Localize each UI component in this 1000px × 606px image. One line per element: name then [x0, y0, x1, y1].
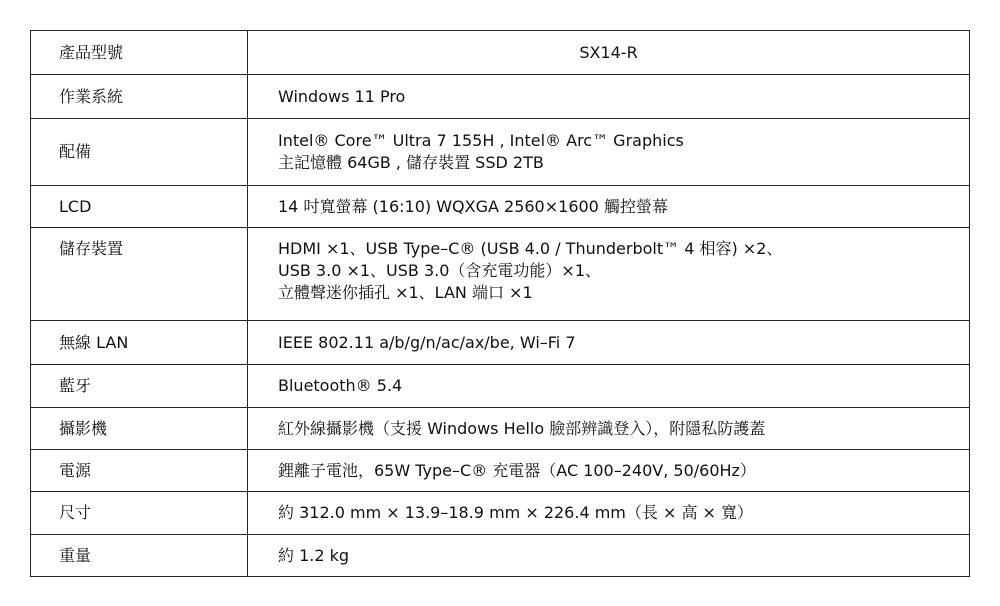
- table-row: [31, 408, 970, 450]
- value-line: SX14-R: [579, 42, 638, 62]
- row-value: [248, 450, 970, 492]
- table-row: [31, 450, 970, 492]
- row-label: 攝影機: [31, 408, 248, 450]
- row-value: [248, 31, 970, 75]
- row-value: [248, 228, 970, 321]
- table-row: [31, 31, 970, 75]
- row-label: LCD: [31, 186, 248, 228]
- row-label: 無線 LAN: [31, 321, 248, 365]
- table-row: [31, 535, 970, 577]
- value-line: USB 3.0 ×1、USB 3.0（含充電功能）×1、: [278, 261, 602, 280]
- row-value: [248, 535, 970, 577]
- row-label: 重量: [31, 535, 248, 577]
- row-label: 電源: [31, 450, 248, 492]
- value-line: 14 吋寬螢幕 (16:10) WQXGA 2560×1600 觸控螢幕: [278, 196, 668, 216]
- row-label: 藍牙: [31, 365, 248, 408]
- value-line: 紅外線攝影機（支援 Windows Hello 臉部辨識登入），附隱私防護蓋: [278, 418, 766, 438]
- row-value: [248, 186, 970, 228]
- row-label: 作業系統: [31, 75, 248, 119]
- value-line: 鋰離子電池，65W Type–C® 充電器（AC 100–240V, 50/60Hz）: [278, 460, 756, 480]
- value-line: Windows 11 Pro: [278, 86, 406, 106]
- row-label: 尺寸: [31, 492, 248, 535]
- row-value: [248, 365, 970, 408]
- row-label: 產品型號: [31, 31, 248, 75]
- row-value: [248, 492, 970, 535]
- row-label: 配備: [31, 119, 248, 186]
- row-label: 儲存裝置: [31, 228, 248, 321]
- value-line: HDMI ×1、USB Type–C® (USB 4.0 / Thunderbolt™ 4 相容) ×2、: [278, 239, 783, 258]
- value-line: Bluetooth® 5.4: [278, 376, 403, 395]
- table-row: [31, 119, 970, 186]
- row-value: [248, 408, 970, 450]
- value-line: 約 312.0 mm × 13.9–18.9 mm × 226.4 mm（長 × 高 × 寬）: [278, 503, 754, 522]
- table-row: [31, 228, 970, 321]
- value-line: 主記憶體 64GB , 儲存裝置 SSD 2TB: [278, 153, 544, 172]
- table-row: [31, 186, 970, 228]
- value-line: 立體聲迷你插孔 ×1、LAN 端口 ×1: [278, 283, 533, 302]
- row-value: [248, 75, 970, 119]
- spec-table: [30, 30, 970, 577]
- row-value: [248, 119, 970, 186]
- table-row: [31, 492, 970, 535]
- table-row: [31, 321, 970, 365]
- value-line: 約 1.2 kg: [278, 545, 350, 565]
- table-row: [31, 365, 970, 408]
- row-value: [248, 321, 970, 365]
- table-row: [31, 75, 970, 119]
- value-line: Intel® Core™ Ultra 7 155H , Intel® Arc™ Graphics: [278, 131, 684, 150]
- value-line: IEEE 802.11 a/b/g/n/ac/ax/be, Wi–Fi 7: [278, 332, 576, 352]
